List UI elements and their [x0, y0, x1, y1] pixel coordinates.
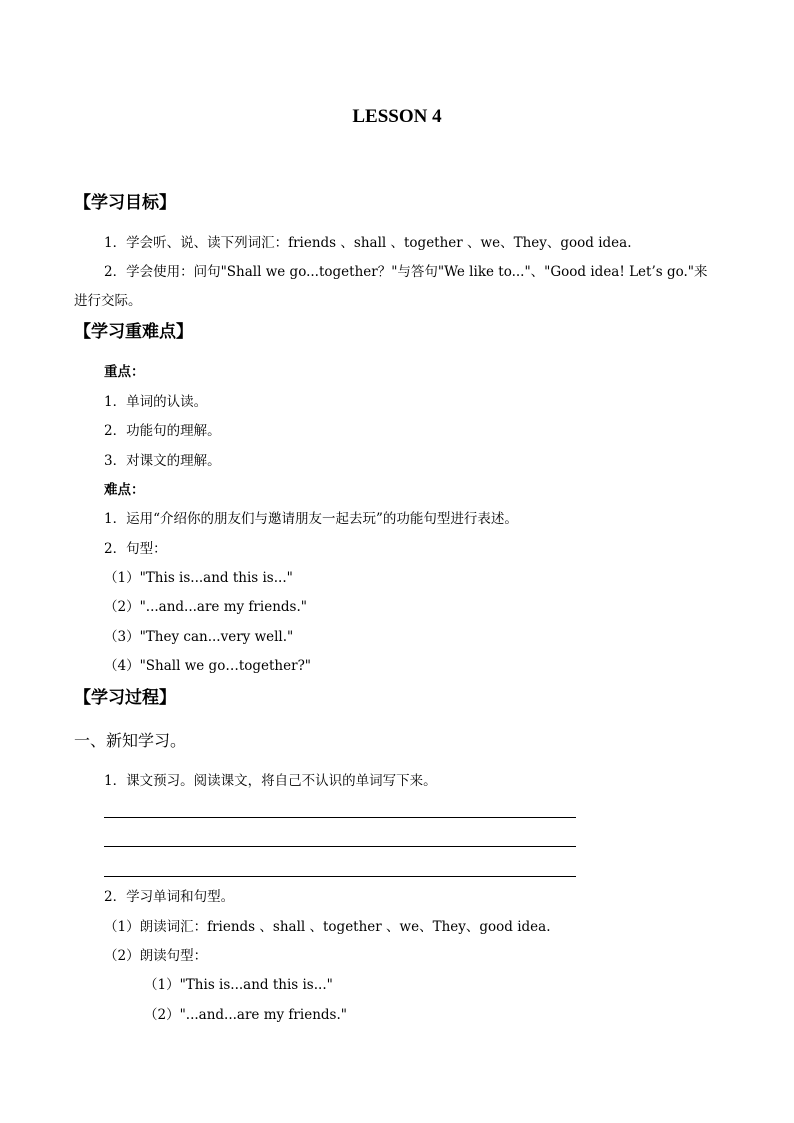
goal-item-2: 2．学会使用：问句"Shall we go...together？"与答句"We like to..."、"Good idea! Let’s go."来 [104, 264, 708, 280]
part-1-heading: 一、新知学习。 [74, 731, 187, 750]
sentence-pattern-2: （2）"...and...are my friends." [144, 1007, 347, 1023]
pattern-1: （1）"This is...and this is..." [104, 570, 293, 586]
heading-learning-process: 【学习过程】 [74, 688, 176, 708]
goal-item-1: 1．学会听、说、读下列词汇：friends 、shall 、together 、we、They、good idea. [104, 235, 632, 251]
key-item-1: 1．单词的认读。 [104, 394, 208, 410]
answer-line-2 [104, 846, 576, 847]
goal-item-2-continued: 进行交际。 [74, 293, 142, 309]
pattern-2: （2）"...and...are my friends." [104, 599, 307, 615]
pattern-3: （3）"They can...very well." [104, 629, 294, 645]
answer-line-3 [104, 876, 576, 877]
key-item-2: 2．功能句的理解。 [104, 423, 221, 439]
sub-step-1: （1）朗读词汇：friends 、shall 、together 、we、They、good idea. [104, 919, 551, 935]
step-1: 1．课文预习。阅读课文，将自己不认识的单词写下来。 [104, 773, 437, 789]
page-title: LESSON 4 [352, 106, 442, 127]
heading-key-points: 【学习重难点】 [74, 322, 193, 342]
key-item-3: 3．对课文的理解。 [104, 453, 221, 469]
difficulty-label: 难点： [104, 482, 145, 498]
sentence-pattern-1: （1）"This is...and this is..." [144, 977, 333, 993]
step-2: 2．学习单词和句型。 [104, 889, 235, 905]
difficulty-item-2: 2．句型： [104, 541, 167, 557]
answer-line-1 [104, 817, 576, 818]
pattern-4: （4）"Shall we go…together?" [104, 658, 312, 674]
heading-learning-goals: 【学习目标】 [74, 193, 176, 213]
sub-step-2: （2）朗读句型： [104, 948, 208, 964]
key-label: 重点： [104, 364, 145, 380]
difficulty-item-1: 1．运用“介绍你的朋友们与邀请朋友一起去玩”的功能句型进行表述。 [104, 511, 518, 527]
